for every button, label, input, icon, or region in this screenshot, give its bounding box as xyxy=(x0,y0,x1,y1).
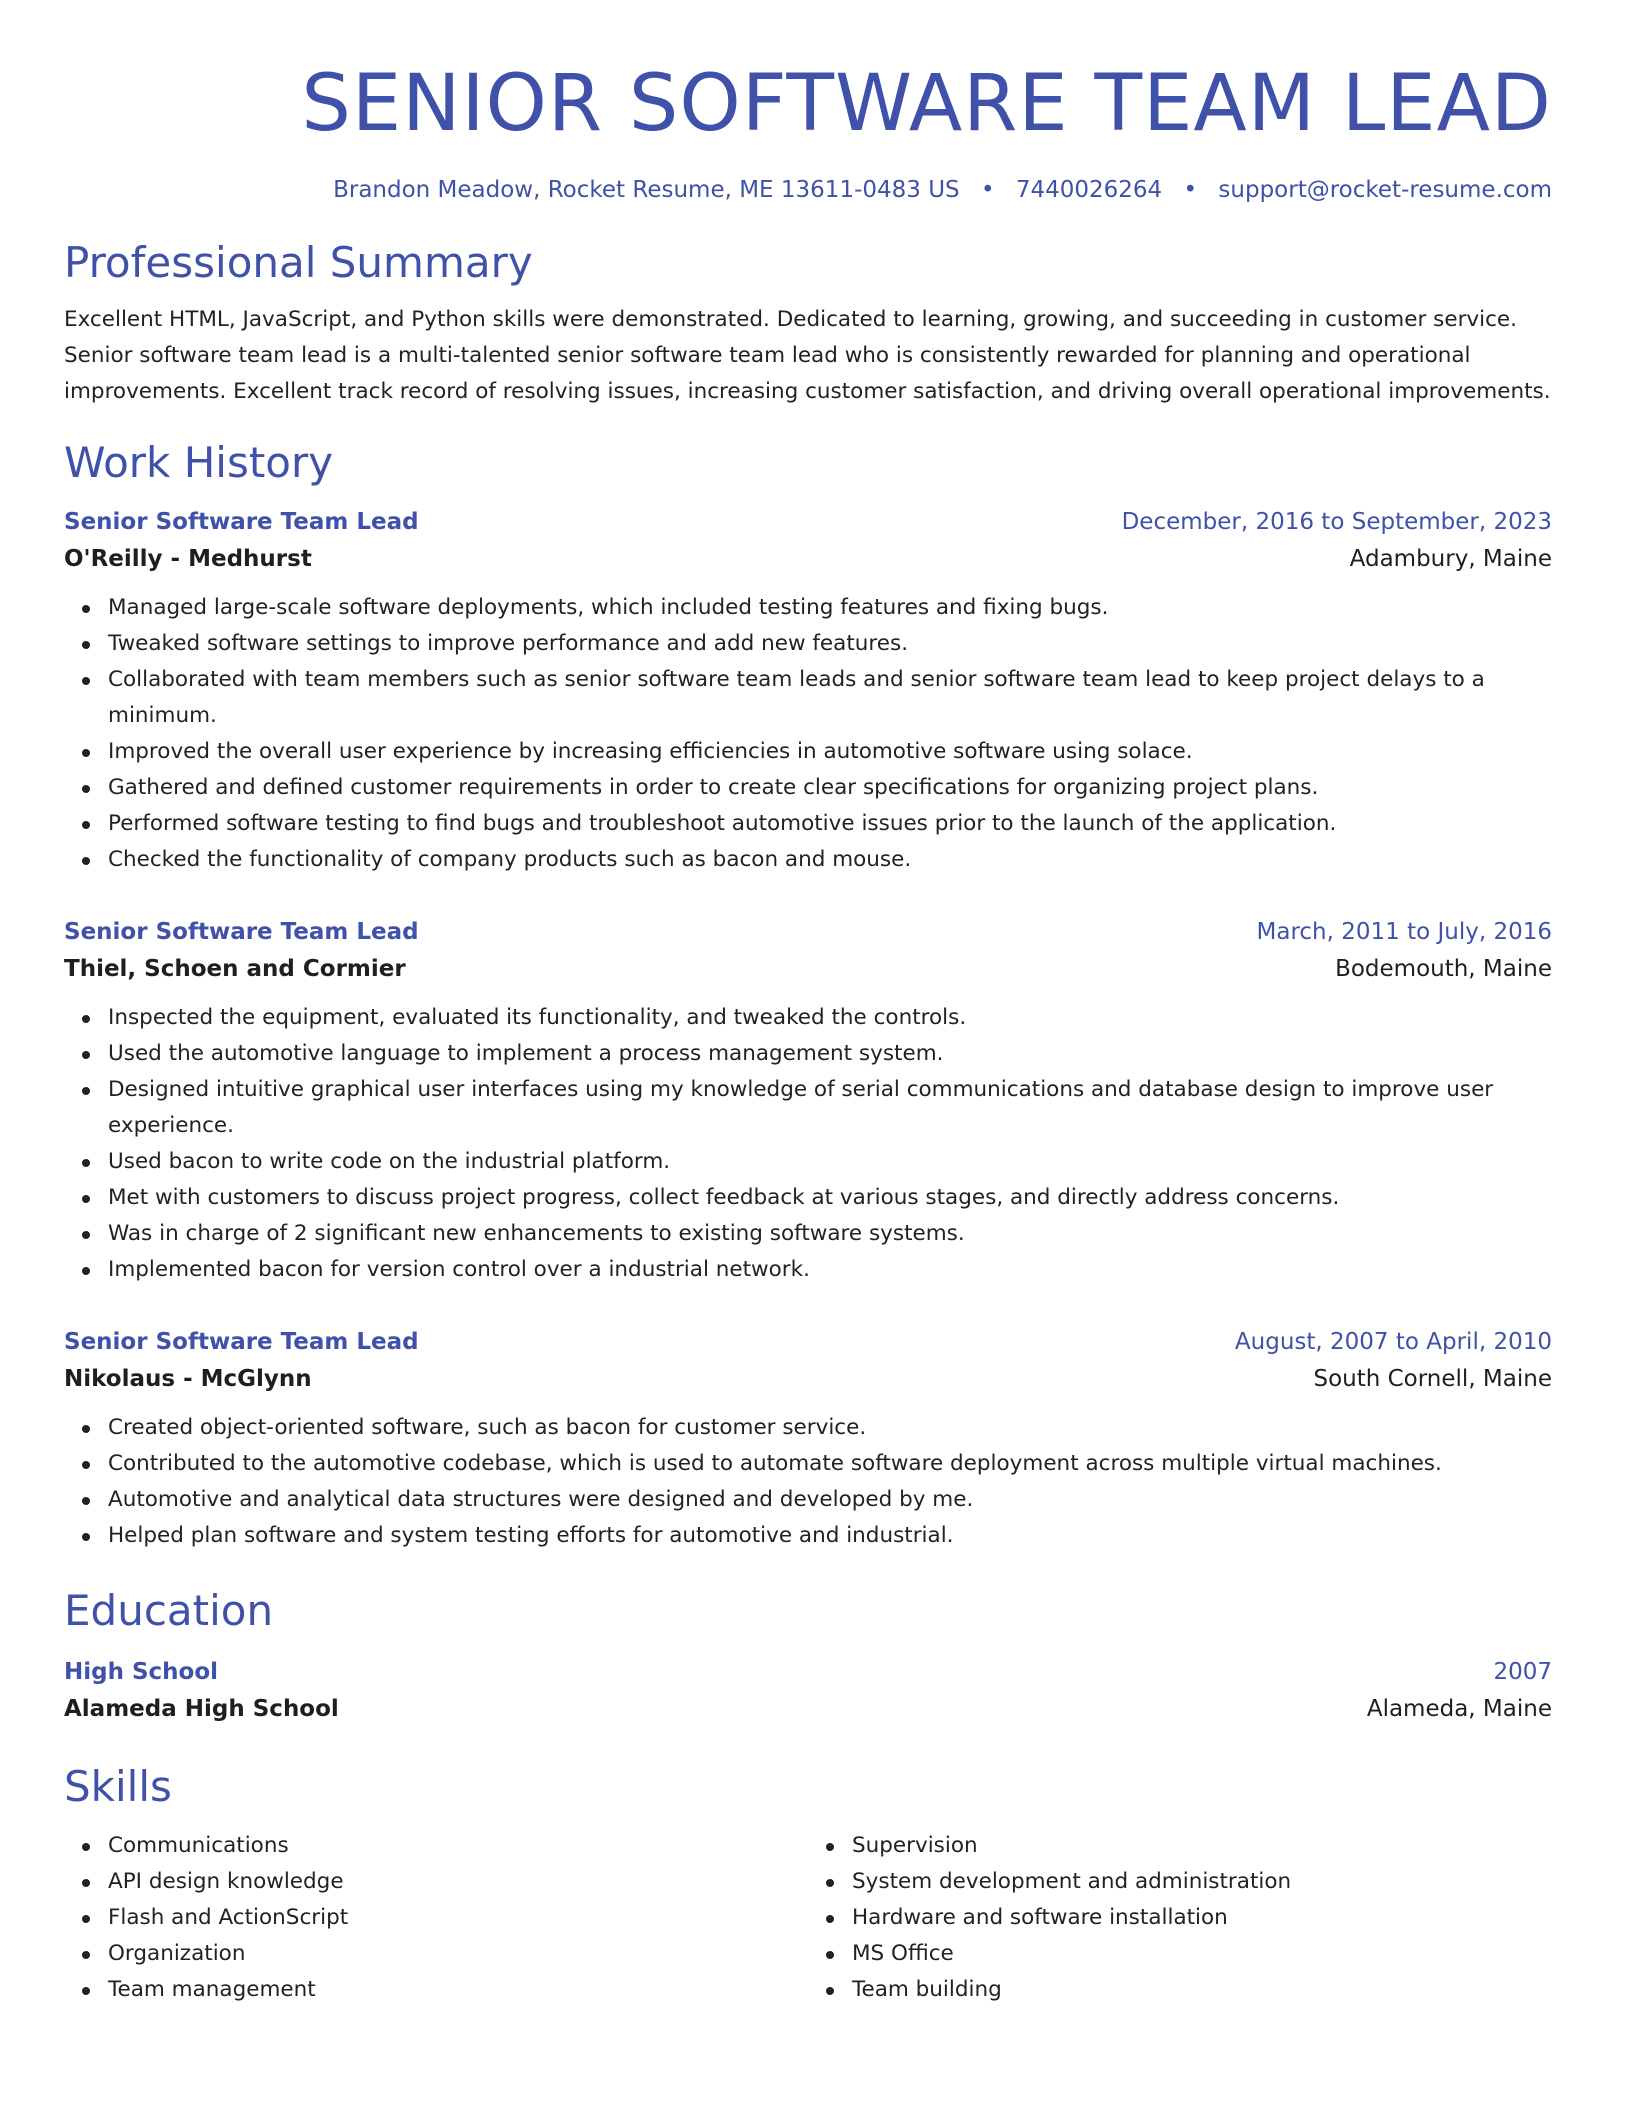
job-title: Senior Software Team Lead xyxy=(64,509,419,535)
job-company-row xyxy=(64,540,1552,578)
job-bullet: Improved the overall user experience by increasing efficiencies in automotive software using solace. xyxy=(108,734,1552,770)
job-bullets xyxy=(64,590,1552,878)
skills-section xyxy=(64,1760,1552,2008)
job-bullet: Checked the functionality of company products such as bacon and mouse. xyxy=(108,842,1552,878)
skill-item: API design knowledge xyxy=(108,1864,808,1900)
summary-section xyxy=(64,236,1552,410)
job-header-row xyxy=(64,914,1552,950)
skill-item: Team building xyxy=(852,1972,1552,2008)
job-bullet: Implemented bacon for version control over a industrial network. xyxy=(108,1252,1552,1288)
job-bullet: Performed software testing to find bugs and troubleshoot automotive issues prior to the launch of the application. xyxy=(108,806,1552,842)
education-school: Alameda High School xyxy=(64,1696,339,1722)
job-location: Bodemouth, Maine xyxy=(1335,956,1552,982)
education-year: 2007 xyxy=(1493,1659,1552,1685)
contact-address: Brandon Meadow, Rocket Resume, ME 13611-0483 US xyxy=(333,177,960,203)
contact-line xyxy=(64,174,1552,206)
section-heading-education: Education xyxy=(64,1586,274,1635)
job-bullet: Helped plan software and system testing efforts for automotive and industrial. xyxy=(108,1518,1552,1554)
job-bullet: Was in charge of 2 significant new enhancements to existing software systems. xyxy=(108,1216,1552,1252)
job-header-row xyxy=(64,1324,1552,1360)
education-location: Alameda, Maine xyxy=(1366,1696,1552,1722)
job-bullet: Created object-oriented software, such as bacon for customer service. xyxy=(108,1410,1552,1446)
education-entry xyxy=(64,1654,1552,1728)
job-bullet: Met with customers to discuss project progress, collect feedback at various stages, and directly address concerns. xyxy=(108,1180,1552,1216)
skill-item: Flash and ActionScript xyxy=(108,1900,808,1936)
section-heading-work-history: Work History xyxy=(64,438,334,487)
job-company: O'Reilly - Medhurst xyxy=(64,546,312,572)
job-company: Thiel, Schoen and Cormier xyxy=(64,956,406,982)
skill-item: Hardware and software installation xyxy=(852,1900,1552,1936)
skills-list-right xyxy=(808,1828,1552,2008)
job-title: Senior Software Team Lead xyxy=(64,919,419,945)
education-school-row xyxy=(64,1690,1552,1728)
education-degree: High School xyxy=(64,1659,219,1685)
work-history-section xyxy=(64,436,1552,1554)
job-location: Adambury, Maine xyxy=(1349,546,1552,572)
job-dates: August, 2007 to April, 2010 xyxy=(1234,1329,1552,1355)
job-entry xyxy=(64,1324,1552,1554)
contact-email: support@rocket-resume.com xyxy=(1218,177,1552,203)
skill-item: MS Office xyxy=(852,1936,1552,1972)
job-bullet: Gathered and defined customer requirements in order to create clear specifications for organizing project plans. xyxy=(108,770,1552,806)
job-bullets xyxy=(64,1000,1552,1288)
job-bullet: Used bacon to write code on the industrial platform. xyxy=(108,1144,1552,1180)
job-title: Senior Software Team Lead xyxy=(64,1329,419,1355)
contact-separator: • xyxy=(1183,177,1198,203)
skill-item: Communications xyxy=(108,1828,808,1864)
skills-columns xyxy=(64,1828,1552,2008)
skill-item: Team management xyxy=(108,1972,808,2008)
education-section xyxy=(64,1584,1552,1728)
job-bullet: Tweaked software settings to improve performance and add new features. xyxy=(108,626,1552,662)
job-location: South Cornell, Maine xyxy=(1313,1366,1552,1392)
resume-title: SENIOR SOFTWARE TEAM LEAD xyxy=(301,59,1552,149)
job-dates: December, 2016 to September, 2023 xyxy=(1121,509,1552,535)
contact-separator: • xyxy=(980,177,995,203)
summary-text: Excellent HTML, JavaScript, and Python skills were demonstrated. Dedicated to learning, growing, and succeeding in customer service. Senior software team lead is a multi-talented senior software team lead who is consistently rewarded for planning and operational improvements. Excellent track record of resolving issues, increasing customer satisfaction, and driving overall operational improvements. xyxy=(64,307,1551,404)
job-entry xyxy=(64,914,1552,1288)
job-bullet: Used the automotive language to implement a process management system. xyxy=(108,1036,1552,1072)
job-entry xyxy=(64,504,1552,878)
section-heading-summary: Professional Summary xyxy=(64,238,533,287)
job-company: Nikolaus - McGlynn xyxy=(64,1366,312,1392)
job-bullet: Collaborated with team members such as senior software team leads and senior software team lead to keep project delays to a minimum. xyxy=(108,662,1552,734)
job-header-row xyxy=(64,504,1552,540)
job-bullet: Automotive and analytical data structures were designed and developed by me. xyxy=(108,1482,1552,1518)
job-company-row xyxy=(64,1360,1552,1398)
skill-item: Supervision xyxy=(852,1828,1552,1864)
skill-item: Organization xyxy=(108,1936,808,1972)
job-dates: March, 2011 to July, 2016 xyxy=(1256,919,1552,945)
job-bullet: Contributed to the automotive codebase, which is used to automate software deployment across multiple virtual machines. xyxy=(108,1446,1552,1482)
job-bullet: Inspected the equipment, evaluated its functionality, and tweaked the controls. xyxy=(108,1000,1552,1036)
skill-item: System development and administration xyxy=(852,1864,1552,1900)
education-header-row xyxy=(64,1654,1552,1690)
job-bullets xyxy=(64,1410,1552,1554)
job-bullet: Designed intuitive graphical user interfaces using my knowledge of serial communications and database design to improve user experience. xyxy=(108,1072,1552,1144)
job-company-row xyxy=(64,950,1552,988)
section-heading-skills: Skills xyxy=(64,1762,172,1811)
contact-phone: 7440026264 xyxy=(1015,177,1163,203)
skills-list-left xyxy=(64,1828,808,2008)
job-bullet: Managed large-scale software deployments, which included testing features and fixing bugs. xyxy=(108,590,1552,626)
